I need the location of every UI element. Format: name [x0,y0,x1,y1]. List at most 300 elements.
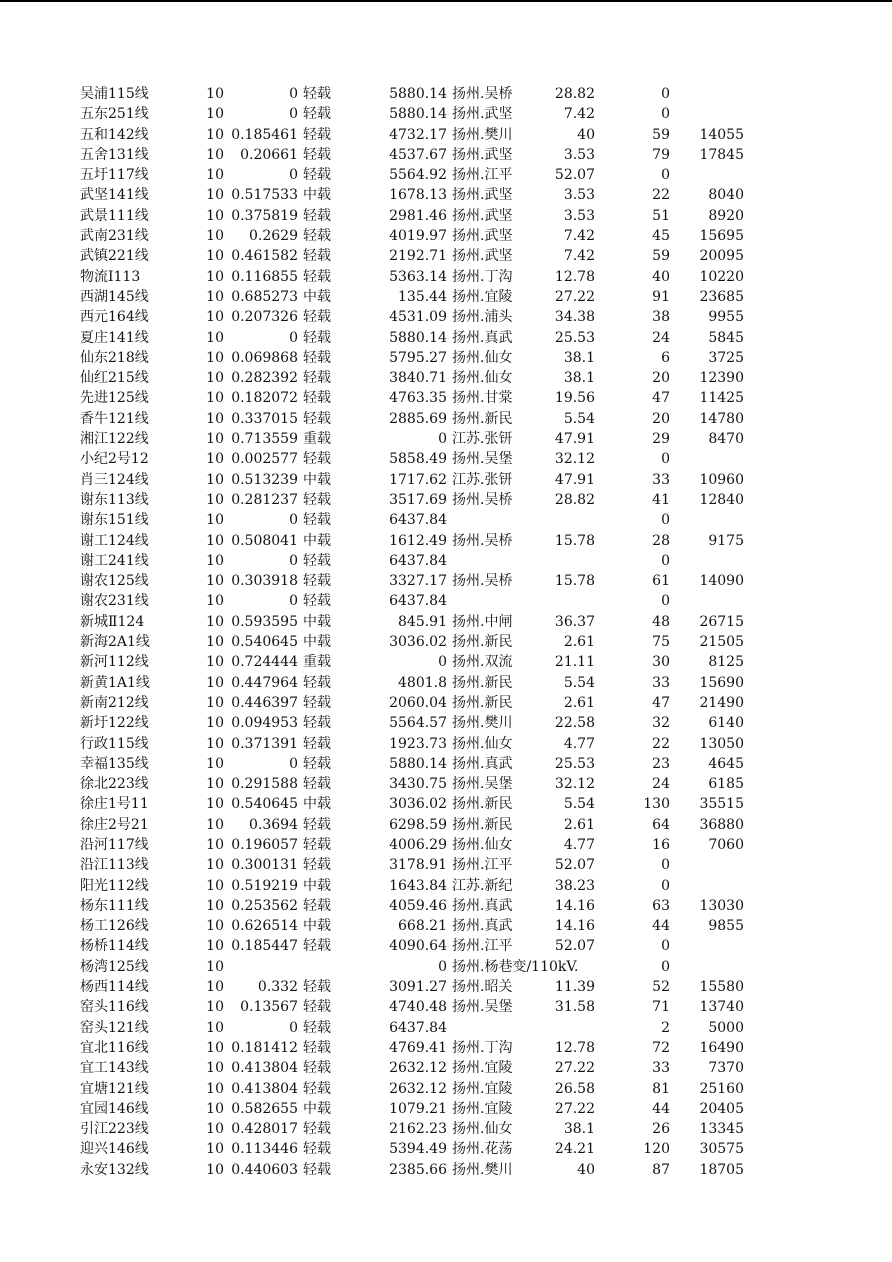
voltage-cell: 10 [206,512,224,529]
voltage-cell: 10 [206,755,224,772]
table-row [0,1160,892,1180]
transformer-count-cell: 22 [652,735,670,752]
voltage-cell: 10 [206,999,224,1016]
line-name-cell: 谢工124线 [80,532,149,549]
spare-capacity-cell: 5394.49 [389,1141,447,1158]
load-status-cell: 轻载 [303,573,331,590]
distance-cell: 3.53 [563,207,595,224]
line-name-cell: 新南212线 [80,694,149,711]
line-name-cell: 行政115线 [80,735,149,752]
spare-capacity-cell: 4769.41 [389,1039,447,1056]
load-status-cell: 轻载 [303,349,331,366]
load-rate-cell: 0.540645 [231,796,298,813]
table-row [0,510,892,530]
distance-cell: 4.77 [563,735,595,752]
substation-cell: 扬州.仙女 [452,735,513,752]
load-status-cell: 轻载 [303,857,331,874]
distance-cell: 7.42 [563,248,595,265]
transformer-count-cell: 64 [652,816,670,833]
transformer-count-cell: 29 [652,431,670,448]
transformer-capacity-cell: 18705 [699,1161,744,1178]
transformer-count-cell: 71 [652,999,670,1016]
table-row [0,794,892,814]
substation-cell: 扬州.宜陵 [452,1100,513,1117]
spare-capacity-cell: 4090.64 [389,938,447,955]
transformer-count-cell: 33 [652,471,670,488]
line-name-cell: 新河112线 [80,654,149,671]
line-name-cell: 徐北223线 [80,776,149,793]
transformer-capacity-cell: 8920 [708,207,744,224]
load-rate-cell: 0.303918 [231,573,298,590]
load-status-cell: 中载 [303,187,331,204]
table-row [0,348,892,368]
distance-cell: 24.21 [554,1141,595,1158]
load-status-cell: 中载 [303,471,331,488]
distance-cell: 40 [577,1161,595,1178]
transformer-count-cell: 33 [652,674,670,691]
distance-cell: 52.07 [554,857,595,874]
load-rate-cell: 0.002577 [231,451,298,468]
substation-cell: 扬州.江平 [452,938,513,955]
table-row [0,449,892,469]
distance-cell: 27.22 [554,288,595,305]
distance-cell: 14.16 [554,897,595,914]
substation-cell: 扬州.昭关 [452,979,513,996]
voltage-cell: 10 [206,674,224,691]
load-status-cell: 轻载 [303,552,331,569]
line-name-cell: 武南231线 [80,228,149,245]
transformer-count-cell: 47 [652,694,670,711]
voltage-cell: 10 [206,1141,224,1158]
substation-cell: 扬州.新民 [452,674,513,691]
voltage-cell: 10 [206,248,224,265]
transformer-count-cell: 24 [652,776,670,793]
transformer-capacity-cell: 8125 [708,654,744,671]
table-row [0,774,892,794]
transformer-count-cell: 0 [661,958,670,975]
transformer-capacity-cell: 15580 [699,979,744,996]
load-status-cell: 轻载 [303,1121,331,1138]
transformer-count-cell: 44 [652,918,670,935]
voltage-cell: 10 [206,979,224,996]
load-rate-cell: 0.508041 [231,532,298,549]
load-status-cell: 轻载 [303,1080,331,1097]
transformer-capacity-cell: 17845 [699,146,744,163]
distance-cell: 2.61 [563,694,595,711]
line-name-cell: 杨湾125线 [80,958,149,975]
transformer-count-cell: 0 [661,593,670,610]
load-rate-cell: 0.685273 [231,288,298,305]
transformer-count-cell: 130 [643,796,670,813]
table-row [0,429,892,449]
load-status-cell: 中载 [303,288,331,305]
load-status-cell: 轻载 [303,735,331,752]
substation-cell: 扬州.新民 [452,816,513,833]
line-name-cell: 宜工143线 [80,1060,149,1077]
substation-cell: 扬州.仙女 [452,836,513,853]
substation-cell: 江苏.新纪 [452,877,513,894]
line-name-cell: 宜园146线 [80,1100,149,1117]
load-status-cell: 轻载 [303,410,331,427]
transformer-capacity-cell: 15695 [699,228,744,245]
line-name-cell: 谢农231线 [80,593,149,610]
substation-cell: 扬州.杨巷变/110kV. [452,958,579,975]
load-rate-cell: 0.332 [257,979,298,996]
substation-cell: 扬州.吴堡 [452,776,513,793]
line-name-cell: 五圩117线 [80,167,149,184]
transformer-capacity-cell: 9855 [708,918,744,935]
table-row [0,104,892,124]
spare-capacity-cell: 0 [438,431,447,448]
load-rate-cell: 0.447964 [231,674,298,691]
distance-cell: 31.58 [554,999,595,1016]
load-rate-cell: 0.371391 [231,735,298,752]
line-name-cell: 香牛121线 [80,410,149,427]
data-table [0,84,892,1180]
load-rate-cell: 0.513239 [231,471,298,488]
line-name-cell: 先进125线 [80,390,149,407]
transformer-capacity-cell: 20405 [699,1100,744,1117]
table-row [0,713,892,733]
spare-capacity-cell: 4763.35 [389,390,447,407]
load-status-cell: 重载 [303,431,331,448]
transformer-capacity-cell: 6185 [708,776,744,793]
load-status-cell: 轻载 [303,167,331,184]
line-name-cell: 谢农125线 [80,573,149,590]
voltage-cell: 10 [206,877,224,894]
spare-capacity-cell: 1923.73 [389,735,447,752]
spare-capacity-cell: 4059.46 [389,897,447,914]
load-status-cell: 轻载 [303,674,331,691]
transformer-capacity-cell: 25160 [699,1080,744,1097]
distance-cell: 26.58 [554,1080,595,1097]
table-row [0,84,892,104]
transformer-capacity-cell: 9955 [708,309,744,326]
spare-capacity-cell: 6437.84 [389,1019,447,1036]
distance-cell: 11.39 [554,979,595,996]
load-rate-cell: 0.282392 [231,370,298,387]
transformer-count-cell: 48 [652,613,670,630]
substation-cell: 扬州.双流 [452,654,513,671]
line-name-cell: 武景111线 [80,207,149,224]
voltage-cell: 10 [206,613,224,630]
substation-cell: 扬州.武坚 [452,228,513,245]
load-status-cell: 中载 [303,532,331,549]
load-status-cell: 轻载 [303,146,331,163]
substation-cell: 扬州.丁沟 [452,1039,513,1056]
transformer-capacity-cell: 12390 [699,370,744,387]
voltage-cell: 10 [206,410,224,427]
spare-capacity-cell: 3091.27 [389,979,447,996]
line-name-cell: 杨东111线 [80,897,149,914]
load-rate-cell: 0.375819 [231,207,298,224]
table-row [0,855,892,875]
load-rate-cell: 0.626514 [231,918,298,935]
table-row [0,368,892,388]
load-status-cell: 轻载 [303,694,331,711]
load-status-cell: 轻载 [303,816,331,833]
spare-capacity-cell: 1717.62 [389,471,447,488]
line-name-cell: 新黄1A1线 [80,674,150,691]
spare-capacity-cell: 3430.75 [389,776,447,793]
substation-cell: 扬州.吴桥 [452,573,513,590]
voltage-cell: 10 [206,897,224,914]
spare-capacity-cell: 0 [438,654,447,671]
transformer-capacity-cell: 15690 [699,674,744,691]
substation-cell: 扬州.浦头 [452,309,513,326]
table-row [0,632,892,652]
voltage-cell: 10 [206,370,224,387]
spare-capacity-cell: 5858.49 [389,451,447,468]
spare-capacity-cell: 1678.13 [389,187,447,204]
voltage-cell: 10 [206,694,224,711]
distance-cell: 40 [577,126,595,143]
transformer-count-cell: 2 [661,1019,670,1036]
transformer-count-cell: 61 [652,573,670,590]
transformer-capacity-cell: 20095 [699,248,744,265]
transformer-capacity-cell: 9175 [708,532,744,549]
spare-capacity-cell: 2060.04 [389,694,447,711]
voltage-cell: 10 [206,471,224,488]
load-status-cell: 轻载 [303,268,331,285]
voltage-cell: 10 [206,390,224,407]
line-name-cell: 仙东218线 [80,349,149,366]
substation-cell: 扬州.武坚 [452,106,513,123]
voltage-cell: 10 [206,106,224,123]
distance-cell: 47.91 [554,431,595,448]
substation-cell: 扬州.新民 [452,694,513,711]
load-rate-cell: 0.196057 [231,836,298,853]
transformer-count-cell: 24 [652,329,670,346]
load-status-cell: 轻载 [303,999,331,1016]
distance-cell: 5.54 [563,674,595,691]
spare-capacity-cell: 6298.59 [389,816,447,833]
distance-cell: 38.23 [554,877,595,894]
transformer-capacity-cell: 12840 [699,491,744,508]
load-status-cell: 轻载 [303,86,331,102]
load-status-cell: 重载 [303,654,331,671]
substation-cell: 扬州.丁沟 [452,268,513,285]
load-status-cell: 轻载 [303,106,331,123]
load-rate-cell: 0.185447 [231,938,298,955]
voltage-cell: 10 [206,1060,224,1077]
table-row [0,1018,892,1038]
table-row [0,409,892,429]
load-status-cell: 轻载 [303,836,331,853]
load-status-cell: 轻载 [303,715,331,732]
load-rate-cell: 0.113446 [231,1141,298,1158]
load-status-cell: 轻载 [303,309,331,326]
voltage-cell: 10 [206,207,224,224]
transformer-count-cell: 40 [652,268,670,285]
distance-cell: 12.78 [554,1039,595,1056]
table-row [0,226,892,246]
transformer-count-cell: 6 [661,349,670,366]
load-status-cell: 轻载 [303,228,331,245]
voltage-cell: 10 [206,146,224,163]
voltage-cell: 10 [206,715,224,732]
distance-cell: 22.58 [554,715,595,732]
table-row [0,957,892,977]
line-name-cell: 谢东113线 [80,491,149,508]
load-rate-cell: 0 [289,512,298,529]
transformer-count-cell: 28 [652,532,670,549]
line-name-cell: 吴浦115线 [80,86,149,102]
transformer-capacity-cell: 13345 [699,1121,744,1138]
voltage-cell: 10 [206,796,224,813]
transformer-count-cell: 20 [652,370,670,387]
table-row [0,977,892,997]
load-rate-cell: 0 [289,329,298,346]
load-rate-cell: 0.3694 [249,816,298,833]
transformer-count-cell: 26 [652,1121,670,1138]
table-row [0,470,892,490]
transformer-count-cell: 81 [652,1080,670,1097]
spare-capacity-cell: 3327.17 [389,573,447,590]
distance-cell: 52.07 [554,938,595,955]
load-rate-cell: 0.253562 [231,897,298,914]
table-row [0,328,892,348]
transformer-capacity-cell: 16490 [699,1039,744,1056]
table-row [0,997,892,1017]
transformer-capacity-cell: 35515 [699,796,744,813]
spare-capacity-cell: 3178.91 [389,857,447,874]
transformer-count-cell: 44 [652,1100,670,1117]
transformer-count-cell: 91 [652,288,670,305]
voltage-cell: 10 [206,776,224,793]
load-rate-cell: 0.540645 [231,634,298,651]
load-rate-cell: 0.069868 [231,349,298,366]
transformer-capacity-cell: 3725 [708,349,744,366]
voltage-cell: 10 [206,938,224,955]
transformer-capacity-cell: 21505 [699,634,744,651]
transformer-capacity-cell: 21490 [699,694,744,711]
distance-cell: 4.77 [563,836,595,853]
line-name-cell: 五和142线 [80,126,149,143]
transformer-capacity-cell: 5845 [708,329,744,346]
line-name-cell: 杨工126线 [80,918,149,935]
load-status-cell: 轻载 [303,938,331,955]
voltage-cell: 10 [206,349,224,366]
distance-cell: 25.53 [554,755,595,772]
substation-cell: 扬州.真武 [452,918,513,935]
transformer-count-cell: 0 [661,167,670,184]
table-row [0,388,892,408]
load-rate-cell: 0.519219 [231,877,298,894]
spare-capacity-cell: 2632.12 [389,1080,447,1097]
transformer-capacity-cell: 7370 [708,1060,744,1077]
substation-cell: 扬州.吴桥 [452,491,513,508]
spare-capacity-cell: 5564.57 [389,715,447,732]
distance-cell: 7.42 [563,106,595,123]
transformer-capacity-cell: 6140 [708,715,744,732]
spare-capacity-cell: 4537.67 [389,146,447,163]
table-row [0,1119,892,1139]
spare-capacity-cell: 4531.09 [389,309,447,326]
line-name-cell: 阳光112线 [80,877,149,894]
load-status-cell: 轻载 [303,451,331,468]
transformer-count-cell: 0 [661,512,670,529]
line-name-cell: 迎兴146线 [80,1141,149,1158]
transformer-capacity-cell: 5000 [708,1019,744,1036]
substation-cell: 扬州.新民 [452,796,513,813]
voltage-cell: 10 [206,228,224,245]
spare-capacity-cell: 845.91 [398,613,447,630]
table-row [0,490,892,510]
transformer-capacity-cell: 8040 [708,187,744,204]
distance-cell: 27.22 [554,1060,595,1077]
load-status-cell: 轻载 [303,491,331,508]
substation-cell: 扬州.仙女 [452,1121,513,1138]
spare-capacity-cell: 3036.02 [389,796,447,813]
load-rate-cell: 0.446397 [231,694,298,711]
transformer-capacity-cell: 36880 [699,816,744,833]
transformer-count-cell: 0 [661,857,670,874]
transformer-count-cell: 63 [652,897,670,914]
table-row [0,307,892,327]
load-rate-cell: 0.13567 [240,999,298,1016]
table-row [0,1079,892,1099]
substation-cell: 扬州.真武 [452,897,513,914]
transformer-count-cell: 59 [652,248,670,265]
distance-cell: 38.1 [563,349,595,366]
spare-capacity-cell: 5880.14 [389,86,447,102]
transformer-count-cell: 72 [652,1039,670,1056]
transformer-count-cell: 41 [652,491,670,508]
voltage-cell: 10 [206,1161,224,1178]
load-status-cell: 轻载 [303,897,331,914]
substation-cell: 扬州.吴桥 [452,532,513,549]
distance-cell: 38.1 [563,370,595,387]
distance-cell: 47.91 [554,471,595,488]
load-rate-cell: 0.413804 [231,1060,298,1077]
substation-cell: 扬州.新民 [452,634,513,651]
substation-cell: 扬州.吴堡 [452,999,513,1016]
load-rate-cell: 0 [289,86,298,102]
load-status-cell: 中载 [303,918,331,935]
load-rate-cell: 0 [289,1019,298,1036]
table-row [0,673,892,693]
load-rate-cell: 0 [289,755,298,772]
transformer-count-cell: 59 [652,126,670,143]
table-row [0,835,892,855]
load-status-cell: 中载 [303,613,331,630]
line-name-cell: 幸福135线 [80,755,149,772]
transformer-capacity-cell: 4645 [708,755,744,772]
voltage-cell: 10 [206,573,224,590]
load-status-cell: 轻载 [303,755,331,772]
transformer-capacity-cell: 8470 [708,431,744,448]
substation-cell: 扬州.武坚 [452,207,513,224]
substation-cell: 扬州.樊川 [452,126,513,143]
spare-capacity-cell: 5880.14 [389,106,447,123]
substation-cell: 扬州.新民 [452,410,513,427]
substation-cell: 扬州.真武 [452,329,513,346]
distance-cell: 36.37 [554,613,595,630]
table-row [0,734,892,754]
load-status-cell: 轻载 [303,390,331,407]
line-name-cell: 新圩122线 [80,715,149,732]
line-name-cell: 西湖145线 [80,288,149,305]
table-row [0,571,892,591]
voltage-cell: 10 [206,491,224,508]
voltage-cell: 10 [206,634,224,651]
substation-cell: 扬州.武坚 [452,146,513,163]
table-row [0,531,892,551]
voltage-cell: 10 [206,1121,224,1138]
transformer-count-cell: 120 [643,1141,670,1158]
spare-capacity-cell: 3036.02 [389,634,447,651]
